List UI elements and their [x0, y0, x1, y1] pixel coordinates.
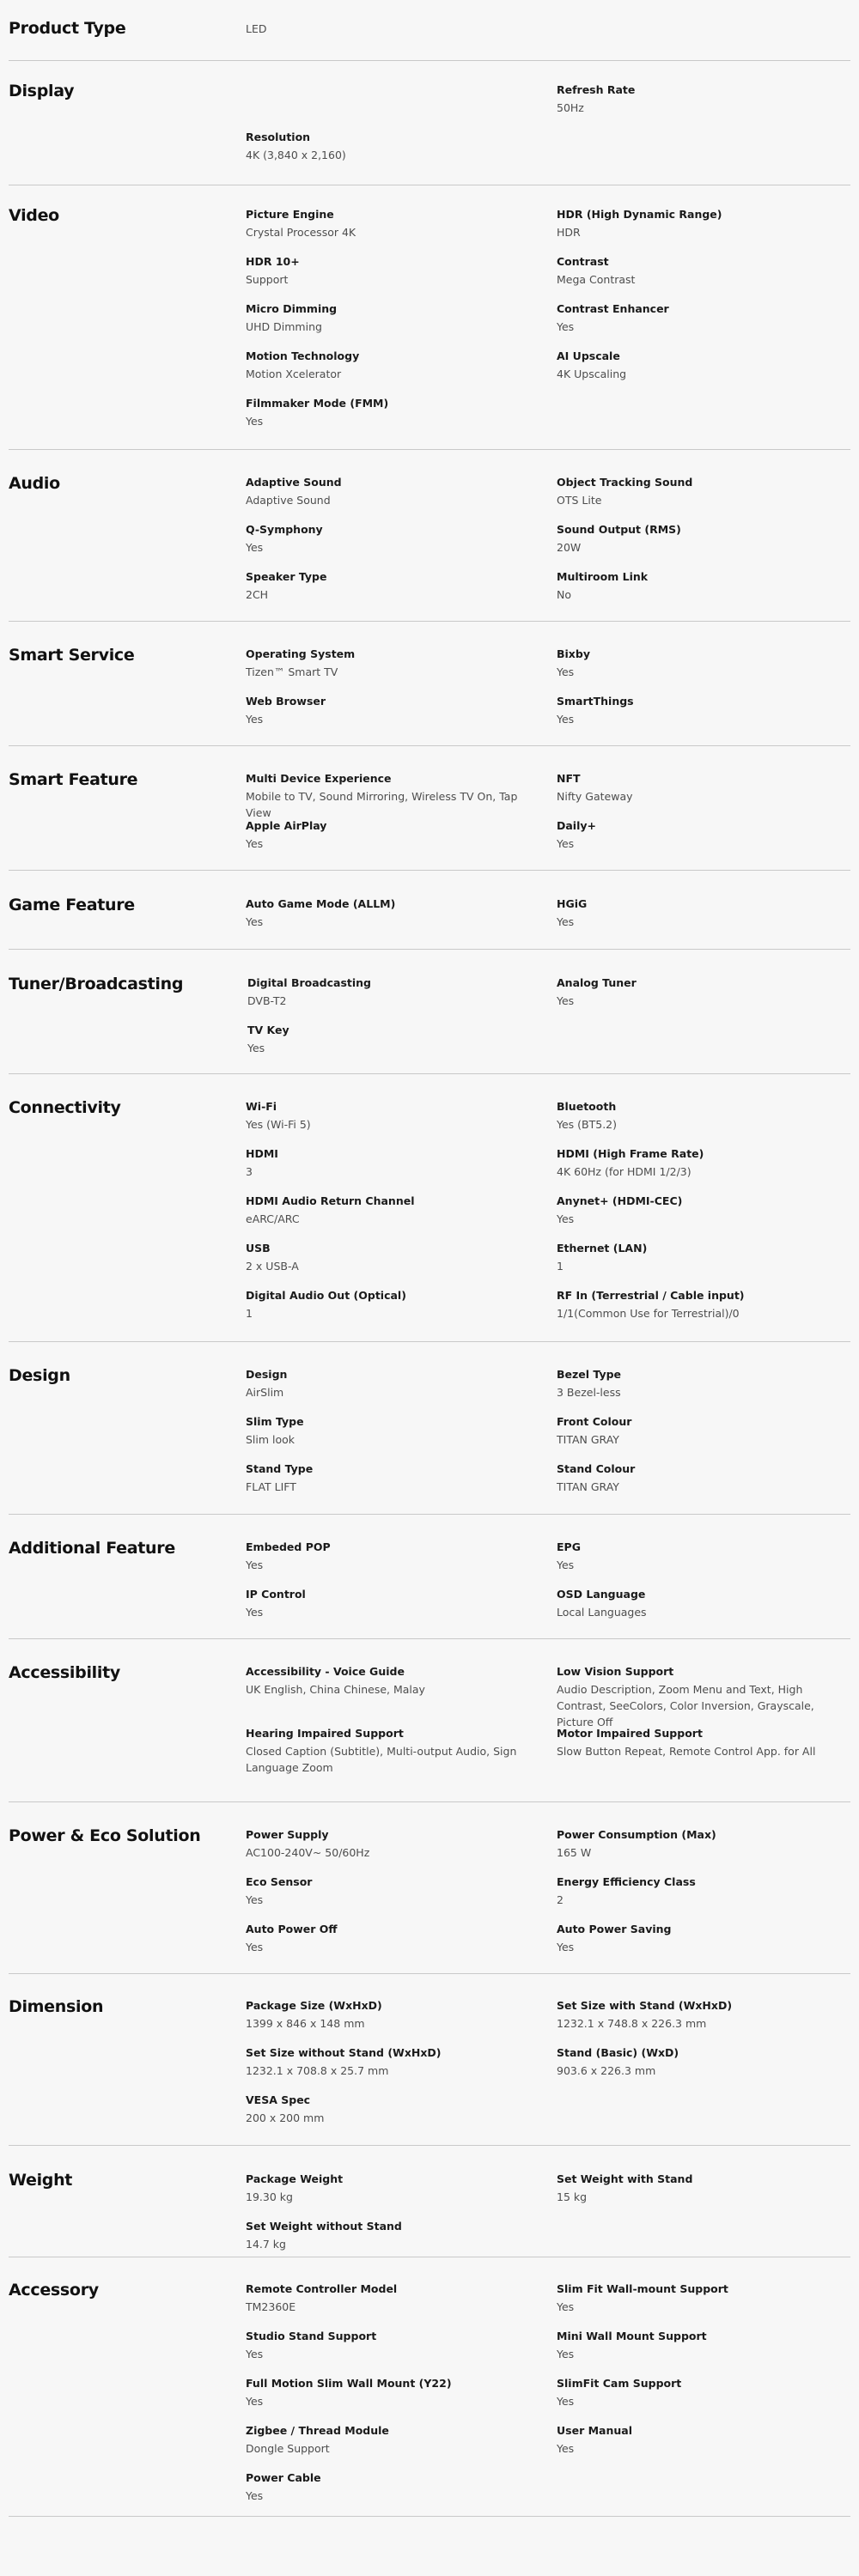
spec-label: Contrast — [557, 255, 609, 268]
spec-value: No — [557, 588, 571, 601]
spec-value: Mega Contrast — [557, 273, 636, 286]
spec-value: Mobile to TV, Sound Mirroring, Wireless TV On, Tap View — [246, 790, 518, 819]
spec-label: Energy Efficiency Class — [557, 1875, 696, 1888]
section-divider — [9, 60, 850, 61]
spec-item-tv-key — [247, 1024, 539, 1056]
spec-item-rf-in-terrestrial-cable-input — [557, 1289, 849, 1321]
spec-item-auto-power-off — [246, 1923, 538, 1955]
spec-value: Yes (BT5.2) — [557, 1118, 617, 1131]
spec-item-q-symphony — [246, 523, 538, 556]
spec-item-slim-type — [246, 1415, 538, 1448]
spec-item-embeded-pop — [246, 1540, 538, 1573]
section-title: Power & Eco Solution — [9, 1826, 201, 1845]
section-title: Accessibility — [9, 1663, 120, 1682]
spec-label: Micro Dimming — [246, 302, 338, 315]
spec-value: AirSlim — [246, 1386, 284, 1399]
section-divider — [9, 1801, 850, 1802]
spec-label: Auto Power Off — [246, 1923, 338, 1935]
spec-label: Object Tracking Sound — [557, 476, 693, 489]
spec-label: Auto Game Mode (ALLM) — [246, 897, 396, 910]
spec-value: Yes — [246, 1941, 264, 1953]
spec-label: Picture Engine — [246, 208, 334, 221]
spec-item-hdr-high-dynamic-range — [557, 208, 849, 240]
spec-item-contrast — [557, 255, 849, 288]
spec-label: Embeded POP — [246, 1540, 331, 1553]
spec-item-digital-audio-out-optical — [246, 1289, 538, 1321]
spec-item-front-colour — [557, 1415, 849, 1448]
spec-label: Contrast Enhancer — [557, 302, 669, 315]
spec-item-stand-colour — [557, 1462, 849, 1495]
spec-label: Bezel Type — [557, 1368, 622, 1381]
spec-value: TM2360E — [246, 2300, 296, 2313]
spec-label: Anynet+ (HDMI-CEC) — [557, 1194, 683, 1207]
spec-label: Daily+ — [557, 819, 597, 832]
spec-value: Slim look — [246, 1433, 295, 1446]
spec-item-object-tracking-sound — [557, 476, 849, 508]
spec-item-user-manual — [557, 2424, 849, 2457]
spec-label: Multiroom Link — [557, 570, 649, 583]
spec-item-design — [246, 1368, 538, 1400]
section-divider — [9, 449, 850, 450]
spec-label: VESA Spec — [246, 2093, 311, 2106]
spec-label: RF In (Terrestrial / Cable input) — [557, 1289, 745, 1302]
spec-item-analog-tuner — [557, 976, 849, 1009]
spec-item-stand-type — [246, 1462, 538, 1495]
spec-value: Slow Button Repeat, Remote Control App. for All — [557, 1745, 816, 1758]
spec-value: eARC/ARC — [246, 1212, 300, 1225]
spec-label: Bluetooth — [557, 1100, 617, 1113]
spec-label: HDMI — [246, 1147, 278, 1160]
spec-label: Auto Power Saving — [557, 1923, 672, 1935]
section-title: Display — [9, 82, 75, 100]
spec-item-bixby — [557, 647, 849, 680]
section-title: Game Feature — [9, 896, 135, 914]
section-title: Tuner/Broadcasting — [9, 975, 184, 993]
spec-value: Closed Caption (Subtitle), Multi-output Audio, Sign Language Zoom — [246, 1745, 517, 1774]
spec-label: Operating System — [246, 647, 356, 660]
spec-value: Yes — [246, 2489, 264, 2502]
spec-item-auto-power-saving — [557, 1923, 849, 1955]
spec-label: USB — [246, 1242, 271, 1255]
spec-item-power-consumption-max — [557, 1828, 849, 1861]
spec-item-anynet-hdmi-cec — [557, 1194, 849, 1227]
spec-label: Set Weight without Stand — [246, 2220, 402, 2233]
spec-label: Stand Type — [246, 1462, 314, 1475]
spec-value: Local Languages — [557, 1606, 647, 1619]
section-title: Audio — [9, 474, 60, 493]
spec-item-bezel-type — [557, 1368, 849, 1400]
spec-label: HDMI (High Frame Rate) — [557, 1147, 704, 1160]
spec-value: 2CH — [246, 588, 269, 601]
spec-value: Yes — [246, 541, 264, 554]
spec-item-micro-dimming — [246, 302, 538, 335]
spec-item-slimfit-cam-support — [557, 2377, 849, 2409]
spec-item-mini-wall-mount-support — [557, 2330, 849, 2362]
section-divider — [9, 1973, 850, 1974]
spec-label: EPG — [557, 1540, 581, 1553]
spec-value: 4K Upscaling — [557, 368, 627, 380]
spec-item-motion-technology — [246, 349, 538, 382]
spec-item-full-motion-slim-wall-mount-y22 — [246, 2377, 538, 2409]
spec-value: TITAN GRAY — [557, 1433, 619, 1446]
spec-label: TV Key — [247, 1024, 289, 1036]
spec-label: NFT — [557, 772, 581, 785]
spec-value: Yes — [557, 1212, 575, 1225]
spec-value: Yes — [246, 713, 264, 726]
spec-value: 1 — [246, 1307, 253, 1320]
spec-label: Package Size (WxHxD) — [246, 1999, 382, 2012]
spec-label: Full Motion Slim Wall Mount (Y22) — [246, 2377, 452, 2390]
spec-item-power-cable — [246, 2471, 538, 2504]
spec-value: Tizen™ Smart TV — [246, 665, 338, 678]
spec-item-smartthings — [557, 695, 849, 727]
spec-value: 3 — [246, 1165, 253, 1178]
spec-item-package-weight — [246, 2172, 538, 2205]
spec-item-set-size-without-stand-wxhxd — [246, 2046, 538, 2079]
spec-value: Yes — [557, 320, 575, 333]
spec-label: Filmmaker Mode (FMM) — [246, 397, 389, 410]
spec-label: Motor Impaired Support — [557, 1727, 703, 1740]
spec-label: Studio Stand Support — [246, 2330, 377, 2342]
spec-value: AC100-240V~ 50/60Hz — [246, 1846, 370, 1859]
spec-label: Q-Symphony — [246, 523, 323, 536]
spec-label: HDR 10+ — [246, 255, 300, 268]
spec-item-eco-sensor — [246, 1875, 538, 1908]
spec-value: Yes — [246, 1606, 264, 1619]
spec-item-resolution — [246, 131, 538, 163]
spec-item-accessibility-voice-guide — [246, 1665, 538, 1698]
spec-label: Bixby — [557, 647, 590, 660]
spec-value: Dongle Support — [246, 2442, 330, 2455]
spec-item-hearing-impaired-support — [246, 1727, 538, 1776]
spec-label: Ethernet (LAN) — [557, 1242, 648, 1255]
spec-item-set-weight-without-stand — [246, 2220, 538, 2252]
section-title: Weight — [9, 2171, 73, 2190]
spec-value: 4K 60Hz (for HDMI 1/2/3) — [557, 1165, 691, 1178]
spec-label: Web Browser — [246, 695, 326, 708]
spec-item-picture-engine — [246, 208, 538, 240]
spec-label: Motion Technology — [246, 349, 360, 362]
spec-item-hdmi — [246, 1147, 538, 1180]
spec-item-bluetooth — [557, 1100, 849, 1133]
spec-item-speaker-type — [246, 570, 538, 603]
section-title: Smart Feature — [9, 770, 138, 789]
spec-value: 50Hz — [557, 101, 584, 114]
spec-value: Yes — [557, 2348, 575, 2360]
spec-label: Digital Broadcasting — [247, 976, 371, 989]
spec-value: Nifty Gateway — [557, 790, 633, 803]
spec-item-epg — [557, 1540, 849, 1573]
spec-item-wi-fi — [246, 1100, 538, 1133]
spec-label: Adaptive Sound — [246, 476, 342, 489]
spec-label: Power Consumption (Max) — [557, 1828, 716, 1841]
spec-value: Yes — [246, 2395, 264, 2408]
spec-value: LED — [246, 22, 267, 35]
spec-label: Slim Fit Wall-mount Support — [557, 2282, 728, 2295]
spec-value: 1/1(Common Use for Terrestrial)/0 — [557, 1307, 740, 1320]
spec-label: SlimFit Cam Support — [557, 2377, 682, 2390]
spec-value: Adaptive Sound — [246, 494, 331, 507]
spec-item-apple-airplay — [246, 819, 538, 852]
spec-value: Audio Description, Zoom Menu and Text, High Contrast, SeeColors, Color Inversion, Grayscale, Picture Off — [557, 1683, 814, 1728]
spec-value: Yes — [557, 2395, 575, 2408]
spec-value: Yes — [246, 415, 264, 428]
spec-value: 20W — [557, 541, 582, 554]
spec-label: HGiG — [557, 897, 588, 910]
spec-value: 1232.1 x 748.8 x 226.3 mm — [557, 2017, 707, 2030]
section-title: Design — [9, 1366, 70, 1385]
spec-label: Eco Sensor — [246, 1875, 313, 1888]
spec-value: Yes — [557, 2300, 575, 2313]
spec-item-value — [246, 21, 538, 37]
spec-value: DVB-T2 — [247, 994, 287, 1007]
spec-item-power-supply — [246, 1828, 538, 1861]
spec-item-remote-controller-model — [246, 2282, 538, 2315]
spec-value: Yes (Wi-Fi 5) — [246, 1118, 311, 1131]
spec-value: Yes — [557, 1558, 575, 1571]
spec-value: 1399 x 846 x 148 mm — [246, 2017, 365, 2030]
spec-item-adaptive-sound — [246, 476, 538, 508]
spec-label: Digital Audio Out (Optical) — [246, 1289, 406, 1302]
spec-label: Stand (Basic) (WxD) — [557, 2046, 679, 2059]
spec-label: Accessibility - Voice Guide — [246, 1665, 405, 1678]
spec-item-nft — [557, 772, 849, 805]
spec-item-daily — [557, 819, 849, 852]
spec-item-studio-stand-support — [246, 2330, 538, 2362]
spec-value: Yes — [246, 1893, 264, 1906]
spec-label: Speaker Type — [246, 570, 327, 583]
spec-value: Crystal Processor 4K — [246, 226, 356, 239]
spec-item-multi-device-experience — [246, 772, 538, 821]
spec-item-refresh-rate — [557, 83, 849, 116]
spec-item-set-weight-with-stand — [557, 2172, 849, 2205]
spec-value: Yes — [557, 915, 575, 928]
spec-value: 19.30 kg — [246, 2190, 293, 2203]
spec-value: 4K (3,840 x 2,160) — [246, 149, 346, 161]
spec-item-zigbee-thread-module — [246, 2424, 538, 2457]
section-title: Dimension — [9, 1997, 104, 2016]
spec-item-ethernet-lan — [557, 1242, 849, 1274]
spec-value: UHD Dimming — [246, 320, 322, 333]
spec-label: Front Colour — [557, 1415, 632, 1428]
spec-value: 1 — [557, 1260, 564, 1273]
spec-value: Yes — [247, 1042, 265, 1054]
section-divider — [9, 621, 850, 622]
spec-item-hdmi-high-frame-rate — [557, 1147, 849, 1180]
spec-label: Power Supply — [246, 1828, 329, 1841]
spec-item-contrast-enhancer — [557, 302, 849, 335]
spec-value: Yes — [557, 837, 575, 850]
spec-value: 14.7 kg — [246, 2238, 286, 2251]
section-divider — [9, 2145, 850, 2146]
spec-value: Yes — [557, 994, 575, 1007]
spec-value: Yes — [557, 2442, 575, 2455]
spec-label: Stand Colour — [557, 1462, 636, 1475]
spec-item-ip-control — [246, 1588, 538, 1620]
section-divider — [9, 949, 850, 950]
section-divider — [9, 745, 850, 746]
spec-label: SmartThings — [557, 695, 634, 708]
section-divider — [9, 2516, 850, 2517]
spec-value: 15 kg — [557, 2190, 588, 2203]
spec-label: HDR (High Dynamic Range) — [557, 208, 722, 221]
spec-label: Power Cable — [246, 2471, 321, 2484]
spec-value: Yes — [246, 837, 264, 850]
spec-value: 903.6 x 226.3 mm — [557, 2064, 656, 2077]
spec-item-digital-broadcasting — [247, 976, 539, 1009]
spec-value: TITAN GRAY — [557, 1480, 619, 1493]
section-title: Video — [9, 206, 59, 225]
spec-item-operating-system — [246, 647, 538, 680]
section-title: Connectivity — [9, 1098, 121, 1117]
spec-item-web-browser — [246, 695, 538, 727]
spec-label: User Manual — [557, 2424, 632, 2437]
spec-value: Motion Xcelerator — [246, 368, 342, 380]
spec-value: HDR — [557, 226, 581, 239]
spec-value: 2 x USB-A — [246, 1260, 299, 1273]
spec-label: Apple AirPlay — [246, 819, 327, 832]
spec-item-multiroom-link — [557, 570, 849, 603]
spec-label: Set Size with Stand (WxHxD) — [557, 1999, 733, 2012]
section-divider — [9, 1514, 850, 1515]
spec-value: UK English, China Chinese, Malay — [246, 1683, 425, 1696]
spec-label: Design — [246, 1368, 288, 1381]
spec-item-hdr-10 — [246, 255, 538, 288]
spec-item-hdmi-audio-return-channel — [246, 1194, 538, 1227]
spec-item-osd-language — [557, 1588, 849, 1620]
spec-item-sound-output-rms — [557, 523, 849, 556]
spec-value: Yes — [246, 2348, 264, 2360]
section-divider — [9, 1341, 850, 1342]
spec-label: Refresh Rate — [557, 83, 636, 96]
spec-value: Yes — [557, 665, 575, 678]
spec-value: 3 Bezel-less — [557, 1386, 621, 1399]
spec-label: IP Control — [246, 1588, 306, 1601]
section-title: Accessory — [9, 2281, 99, 2300]
spec-label: Mini Wall Mount Support — [557, 2330, 707, 2342]
spec-item-low-vision-support — [557, 1665, 849, 1730]
spec-label: Multi Device Experience — [246, 772, 392, 785]
section-title: Additional Feature — [9, 1539, 175, 1558]
spec-label: Slim Type — [246, 1415, 304, 1428]
spec-label: Set Size without Stand (WxHxD) — [246, 2046, 442, 2059]
spec-label: Hearing Impaired Support — [246, 1727, 404, 1740]
spec-item-energy-efficiency-class — [557, 1875, 849, 1908]
spec-value: 200 x 200 mm — [246, 2111, 325, 2124]
spec-label: HDMI Audio Return Channel — [246, 1194, 415, 1207]
spec-item-motor-impaired-support — [557, 1727, 849, 1759]
section-title: Product Type — [9, 19, 126, 38]
spec-label: Analog Tuner — [557, 976, 637, 989]
spec-item-filmmaker-mode-fmm — [246, 397, 538, 429]
spec-value: Yes — [246, 915, 264, 928]
spec-value: 2 — [557, 1893, 564, 1906]
spec-value: Support — [246, 273, 289, 286]
spec-label: Remote Controller Model — [246, 2282, 398, 2295]
spec-value: OTS Lite — [557, 494, 602, 507]
spec-value: 165 W — [557, 1846, 592, 1859]
spec-item-package-size-wxhxd — [246, 1999, 538, 2032]
spec-value: Yes — [557, 713, 575, 726]
spec-item-slim-fit-wall-mount-support — [557, 2282, 849, 2315]
spec-label: Sound Output (RMS) — [557, 523, 681, 536]
spec-label: Wi-Fi — [246, 1100, 277, 1113]
section-divider — [9, 870, 850, 871]
section-title: Smart Service — [9, 646, 135, 665]
spec-label: Low Vision Support — [557, 1665, 674, 1678]
spec-label: OSD Language — [557, 1588, 646, 1601]
section-divider — [9, 1073, 850, 1074]
spec-item-auto-game-mode-allm — [246, 897, 538, 930]
spec-value: Yes — [557, 1941, 575, 1953]
section-divider — [9, 1638, 850, 1639]
spec-label: Set Weight with Stand — [557, 2172, 693, 2185]
spec-item-set-size-with-stand-wxhxd — [557, 1999, 849, 2032]
spec-item-ai-upscale — [557, 349, 849, 382]
spec-value: 1232.1 x 708.8 x 25.7 mm — [246, 2064, 389, 2077]
spec-item-hgig — [557, 897, 849, 930]
spec-item-usb — [246, 1242, 538, 1274]
spec-item-stand-basic-wxd — [557, 2046, 849, 2079]
spec-value: Yes — [246, 1558, 264, 1571]
spec-label: AI Upscale — [557, 349, 620, 362]
spec-item-vesa-spec — [246, 2093, 538, 2126]
spec-label: Resolution — [246, 131, 311, 143]
spec-label: Zigbee / Thread Module — [246, 2424, 389, 2437]
spec-label: Package Weight — [246, 2172, 344, 2185]
spec-value: FLAT LIFT — [246, 1480, 296, 1493]
